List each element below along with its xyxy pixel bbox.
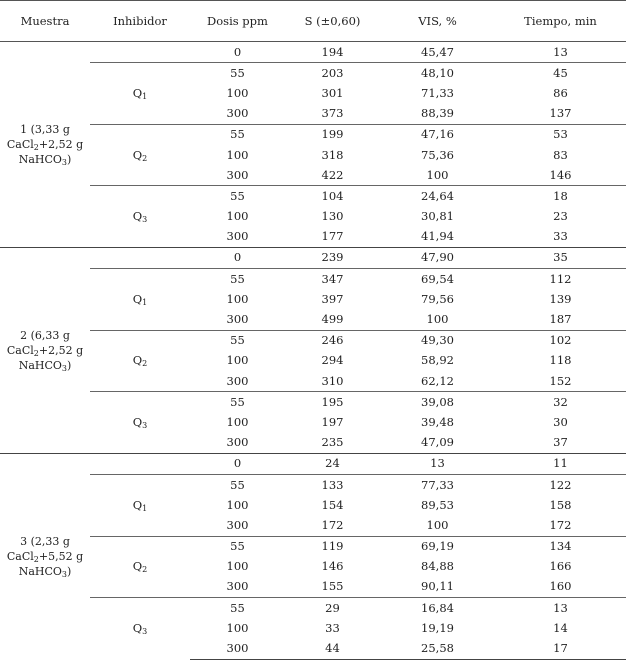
cell-dose: 0 xyxy=(190,42,285,63)
cell-s: 499 xyxy=(321,312,344,327)
sample-label xyxy=(0,42,90,248)
table-row xyxy=(0,598,626,619)
cell-dose: 55 xyxy=(190,186,285,207)
sample-label-part: ) xyxy=(67,358,72,372)
sample-label-part: ) xyxy=(67,152,72,166)
cell-time: 166 xyxy=(549,559,572,574)
subscript: 3 xyxy=(61,363,67,373)
cell-s: 422 xyxy=(321,167,344,182)
cell-dose: 100 xyxy=(226,209,249,224)
cell-s: 172 xyxy=(321,517,344,532)
cell-vis: 45,47 xyxy=(380,42,495,63)
cell-dose: 100 xyxy=(226,85,249,100)
cell-vis: 30,81 xyxy=(421,209,454,224)
cell-vis: 69,54 xyxy=(380,269,495,290)
cell-dose: 100 xyxy=(226,147,249,162)
inhibitor-label xyxy=(90,63,190,125)
cell-s: 301 xyxy=(321,85,344,100)
header-muestra: Muestra xyxy=(0,1,90,42)
sample-label-part: NaHCO xyxy=(18,152,62,166)
cell-time: 139 xyxy=(549,291,572,306)
cell-time: 30 xyxy=(553,414,568,429)
cell-vis: 19,19 xyxy=(421,620,454,635)
cell-time: 14 xyxy=(553,620,568,635)
sample-label-part: +5,52 g xyxy=(38,549,84,563)
sample-label-line: 1 (3,33 g xyxy=(20,122,70,136)
cell-s: 235 xyxy=(321,435,344,450)
cell-dose: 55 xyxy=(190,330,285,351)
cell-dose: 100 xyxy=(226,414,249,429)
cell-vis: 88,39 xyxy=(421,106,454,121)
cell-dose: 55 xyxy=(190,124,285,145)
inhibitor-subscript: 3 xyxy=(142,627,148,637)
inhibitor-letter: Q xyxy=(132,353,143,368)
cell-s: 197 xyxy=(321,414,344,429)
sample-label-line: 3 (2,33 g xyxy=(20,534,70,548)
cell-vis: 48,10 xyxy=(380,63,495,84)
cell-s: 294 xyxy=(321,353,344,368)
cell-time: 134 xyxy=(495,536,626,557)
sample-label-line xyxy=(0,137,90,152)
cell-vis: 84,88 xyxy=(421,559,454,574)
table-body xyxy=(0,42,626,660)
cell-s: 373 xyxy=(321,106,344,121)
cell-dose: 55 xyxy=(190,63,285,84)
sample-label-part: NaHCO xyxy=(18,564,62,578)
header-row xyxy=(0,1,626,42)
cell-s: 155 xyxy=(321,579,344,594)
cell-vis: 58,92 xyxy=(421,353,454,368)
table-row xyxy=(0,247,626,268)
cell-dose: 300 xyxy=(190,638,285,659)
cell-dose: 0 xyxy=(190,453,285,474)
subscript: 3 xyxy=(61,569,67,579)
cell-time: 172 xyxy=(549,517,572,532)
sample-label-line: 2 (6,33 g xyxy=(20,328,70,342)
cell-vis: 90,11 xyxy=(421,579,454,594)
cell-inhibidor-blank xyxy=(90,42,190,63)
cell-dose: 100 xyxy=(226,620,249,635)
cell-s: 347 xyxy=(285,269,380,290)
cell-s: 195 xyxy=(285,392,380,413)
inhibitor-label xyxy=(90,392,190,454)
cell-vis: 69,19 xyxy=(380,536,495,557)
cell-dose: 300 xyxy=(226,579,249,594)
cell-time: 18 xyxy=(495,186,626,207)
cell-vis: 75,36 xyxy=(421,147,454,162)
inhibitor-subscript: 2 xyxy=(142,565,148,575)
cell-vis: 47,09 xyxy=(421,435,454,450)
cell-dose: 55 xyxy=(190,392,285,413)
cell-s: 239 xyxy=(285,247,380,268)
sample-label-line xyxy=(0,152,90,167)
cell-dose: 55 xyxy=(190,269,285,290)
cell-inhibidor-blank xyxy=(90,453,190,474)
cell-vis: 100 xyxy=(426,517,449,532)
sample-label-part: CaCl xyxy=(6,137,34,151)
inhibitor-subscript: 3 xyxy=(142,215,148,225)
cell-dose: 100 xyxy=(226,559,249,574)
cell-time: 17 xyxy=(495,638,626,659)
cell-time: 122 xyxy=(495,474,626,495)
cell-dose: 300 xyxy=(226,106,249,121)
cell-time: 152 xyxy=(549,373,572,388)
cell-s: 24 xyxy=(285,453,380,474)
cell-vis: 41,94 xyxy=(421,229,454,244)
inhibitor-label xyxy=(90,474,190,536)
cell-time: 53 xyxy=(495,124,626,145)
cell-time: 118 xyxy=(549,353,572,368)
cell-s: 397 xyxy=(321,291,344,306)
cell-time: 13 xyxy=(495,598,626,619)
cell-dose: 100 xyxy=(226,497,249,512)
inhibitor-label xyxy=(90,330,190,392)
sample-label-line xyxy=(0,358,90,373)
cell-vis: 39,48 xyxy=(421,414,454,429)
inhibitor-label xyxy=(90,186,190,248)
cell-s: 104 xyxy=(285,186,380,207)
cell-time: 11 xyxy=(495,453,626,474)
sample-label-part: +2,52 g xyxy=(38,343,84,357)
inhibitor-letter: Q xyxy=(132,497,143,512)
cell-inhibidor-blank xyxy=(90,247,190,268)
cell-time: 35 xyxy=(495,247,626,268)
inhibitor-label xyxy=(90,536,190,598)
sample-label-line xyxy=(0,564,90,579)
sample-label-part: CaCl xyxy=(6,549,34,563)
inhibitor-label xyxy=(90,269,190,331)
inhibitor-letter: Q xyxy=(132,147,143,162)
cell-vis: 24,64 xyxy=(380,186,495,207)
cell-s: 44 xyxy=(285,638,380,659)
table-row xyxy=(0,392,626,413)
inhibitor-label xyxy=(90,598,190,660)
cell-dose: 300 xyxy=(226,435,249,450)
table-row xyxy=(0,124,626,145)
cell-time: 32 xyxy=(495,392,626,413)
cell-time: 33 xyxy=(553,229,568,244)
sample-label xyxy=(0,247,90,453)
header-vis: VIS, % xyxy=(380,1,495,42)
inhibitor-subscript: 1 xyxy=(142,503,148,513)
cell-vis: 47,90 xyxy=(380,247,495,268)
cell-s: 119 xyxy=(285,536,380,557)
inhibitor-letter: Q xyxy=(132,414,143,429)
inhibitor-letter: Q xyxy=(132,291,143,306)
sample-label-part: CaCl xyxy=(6,343,34,357)
header-tiempo: Tiempo, min xyxy=(495,1,626,42)
sample-label-part: +2,52 g xyxy=(38,137,84,151)
cell-vis: 16,84 xyxy=(380,598,495,619)
cell-time: 160 xyxy=(549,579,572,594)
cell-vis: 89,53 xyxy=(421,497,454,512)
cell-s: 310 xyxy=(321,373,344,388)
sample-label xyxy=(0,453,90,659)
table-row xyxy=(0,536,626,557)
cell-dose: 0 xyxy=(190,247,285,268)
cell-vis: 100 xyxy=(426,167,449,182)
cell-s: 130 xyxy=(321,209,344,224)
sample-label-part: ) xyxy=(67,564,72,578)
inhibitor-subscript: 3 xyxy=(142,420,148,430)
cell-time: 146 xyxy=(549,167,572,182)
inhibitor-subscript: 1 xyxy=(142,297,148,307)
cell-time: 37 xyxy=(553,435,568,450)
inhibitor-letter: Q xyxy=(132,85,143,100)
cell-s: 199 xyxy=(285,124,380,145)
inhibitor-letter: Q xyxy=(132,559,143,574)
cell-s: 146 xyxy=(321,559,344,574)
cell-time: 23 xyxy=(553,209,568,224)
cell-time: 112 xyxy=(495,269,626,290)
cell-time: 187 xyxy=(549,312,572,327)
sample-label-line xyxy=(0,343,90,358)
cell-vis: 62,12 xyxy=(421,373,454,388)
cell-s: 29 xyxy=(285,598,380,619)
cell-dose: 300 xyxy=(226,312,249,327)
subscript: 3 xyxy=(61,157,67,167)
cell-s: 246 xyxy=(285,330,380,351)
cell-time: 45 xyxy=(495,63,626,84)
cell-vis: 49,30 xyxy=(380,330,495,351)
inhibitor-subscript: 2 xyxy=(142,359,148,369)
cell-time: 13 xyxy=(495,42,626,63)
table-row xyxy=(0,453,626,474)
cell-dose: 55 xyxy=(190,536,285,557)
cell-dose: 300 xyxy=(226,167,249,182)
cell-dose: 300 xyxy=(226,373,249,388)
cell-s: 318 xyxy=(321,147,344,162)
table-row xyxy=(0,63,626,84)
cell-time: 137 xyxy=(549,106,572,121)
header-s: S (±0,60) xyxy=(285,1,380,42)
cell-vis: 39,08 xyxy=(380,392,495,413)
inhibitor-label xyxy=(90,124,190,186)
cell-s: 154 xyxy=(321,497,344,512)
sample-label-part: NaHCO xyxy=(18,358,62,372)
table-row xyxy=(0,42,626,63)
cell-time: 158 xyxy=(549,497,572,512)
inhibitor-letter: Q xyxy=(132,621,143,636)
cell-vis: 100 xyxy=(426,312,449,327)
inhibitor-subscript: 2 xyxy=(142,153,148,163)
cell-dose: 100 xyxy=(226,291,249,306)
table-row xyxy=(0,186,626,207)
cell-vis: 13 xyxy=(380,453,495,474)
cell-s: 194 xyxy=(285,42,380,63)
cell-vis: 47,16 xyxy=(380,124,495,145)
inhibitor-letter: Q xyxy=(132,209,143,224)
sample-label-line xyxy=(0,549,90,564)
cell-dose: 300 xyxy=(226,229,249,244)
cell-dose: 100 xyxy=(226,353,249,368)
cell-dose: 55 xyxy=(190,598,285,619)
cell-time: 86 xyxy=(553,85,568,100)
subscript: 2 xyxy=(33,554,39,564)
cell-vis: 77,33 xyxy=(380,474,495,495)
cell-dose: 300 xyxy=(226,517,249,532)
cell-s: 203 xyxy=(285,63,380,84)
cell-vis: 25,58 xyxy=(380,638,495,659)
cell-s: 177 xyxy=(321,229,344,244)
cell-time: 83 xyxy=(553,147,568,162)
subscript: 2 xyxy=(33,348,39,358)
cell-s: 33 xyxy=(325,620,340,635)
subscript: 2 xyxy=(33,142,39,152)
cell-vis: 79,56 xyxy=(421,291,454,306)
header-inhibidor: Inhibidor xyxy=(90,1,190,42)
cell-s: 133 xyxy=(285,474,380,495)
cell-time: 102 xyxy=(495,330,626,351)
table-row xyxy=(0,330,626,351)
table-row xyxy=(0,474,626,495)
cell-dose: 55 xyxy=(190,474,285,495)
inhibitor-subscript: 1 xyxy=(142,91,148,101)
cell-vis: 71,33 xyxy=(421,85,454,100)
table-row xyxy=(0,269,626,290)
header-dosis: Dosis ppm xyxy=(190,1,285,42)
